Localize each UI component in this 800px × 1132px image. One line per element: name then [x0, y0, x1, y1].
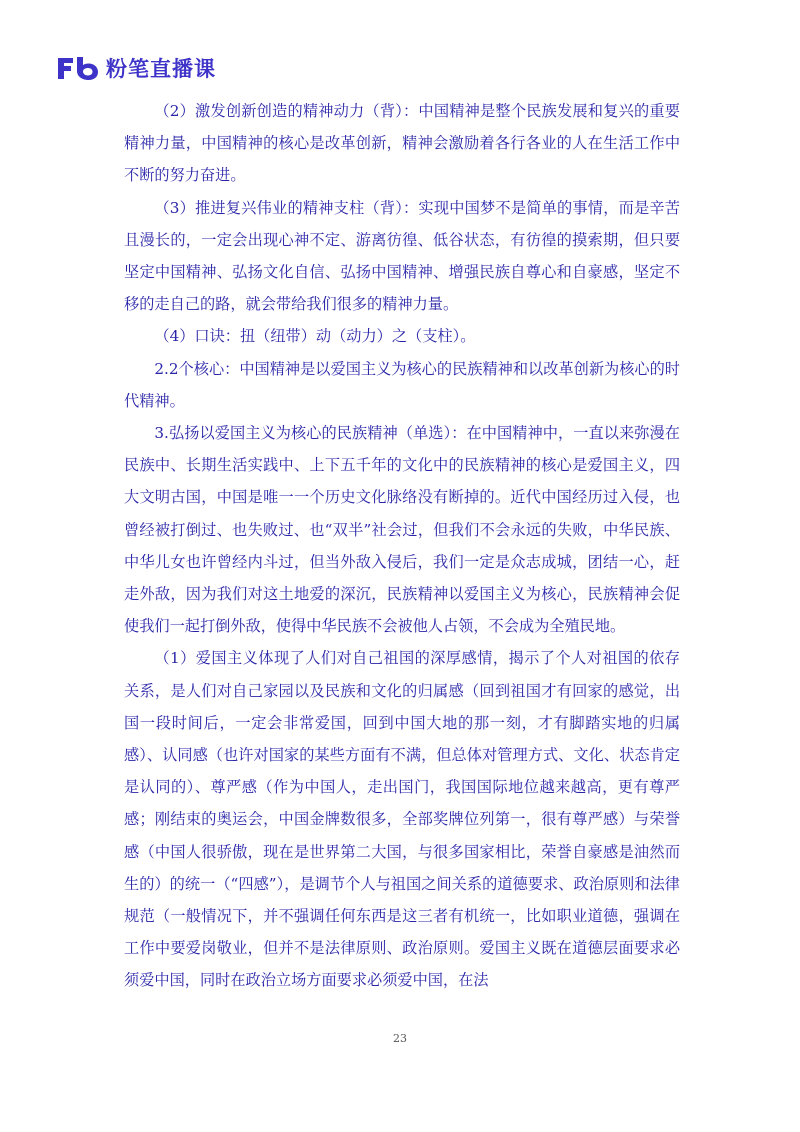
- paragraph: （2）激发创新创造的精神动力（背）：中国精神是整个民族发展和复兴的重要精神力量，中国精神的核心是改革创新，精神会激励着各行各业的人在生活工作中不断的努力奋进。: [124, 102, 680, 185]
- brand-header: [56, 54, 216, 82]
- document-body: [124, 95, 680, 997]
- paragraph: （1）爱国主义体现了人们对自己祖国的深厚感情，揭示了个人对祖国的依存关系，是人们对自己家园以及民族和文化的归属感（回到祖国才有回家的感觉，出国一段时间后，一定会非常爱国，回到中国大地的那一刻，才有脚踏实地的归属感）、认同感（也许对国家的某些方面有不满，但总体对管理方式、文化、状态肯定是认同的）、尊严感（作为中国人，走出国门，我国国际地位越来越高，更有尊严感；刚结束的奥运会，中国金牌数很多，全部奖牌位列第一，很有尊严感）与荣誉感（中国人很骄傲，现在是世界第二大国，与很多国家相比，荣誉自豪感是油然而生的）的统一（“四感”），是调节个人与祖国之间关系的道德要求、政治原则和法律规范（一般情况下，并不强调任何东西是这三者有机统一，比如职业道德，强调在工作中要爱岗敬业，但并不是法律原则、政治原则。爱国主义既在道德层面要求必须爱中国，同时在政治立场方面要求必须爱中国，在法: [124, 649, 680, 990]
- fb-logo-icon: [56, 55, 100, 81]
- paragraph: （4）口诀：扭（纽带）动（动力）之（支柱）。: [154, 327, 476, 346]
- paragraph: 2.2个核心：中国精神是以爱国主义为核心的民族精神和以改革创新为核心的时代精神。: [124, 359, 680, 410]
- paragraph: 3.弘扬以爱国主义为核心的民族精神（单选）：在中国精神中，一直以来弥漫在民族中、长期生活实践中、上下五千年的文化中的民族精神的核心是爱国主义，四大文明古国，中国是唯一一个历史文化脉络没有断掉的。近代中国经历过入侵，也曾经被打倒过、也失败过、也“双半”社会过，但我们不会永远的失败，中华民族、中华儿女也许曾经内斗过，但当外敌入侵后，我们一定是众志成城，团结一心，赶走外敌，因为我们对这土地爱的深沉，民族精神以爱国主义为核心，民族精神会促使我们一起打倒外敌，使得中华民族不会被他人占领，不会成为全殖民地。: [124, 424, 680, 636]
- paragraph: （3）推进复兴伟业的精神支柱（背）：实现中国梦不是简单的事情，而是辛苦且漫长的，一定会出现心神不定、游离彷徨、低谷状态，有彷徨的摸索期，但只要坚定中国精神、弘扬文化自信、弘扬中国精神、增强民族自尊心和自豪感，坚定不移的走自己的路，就会带给我们很多的精神力量。: [124, 198, 680, 314]
- page-number: 23: [393, 1032, 407, 1045]
- brand-name: 粉笔直播课: [106, 57, 216, 81]
